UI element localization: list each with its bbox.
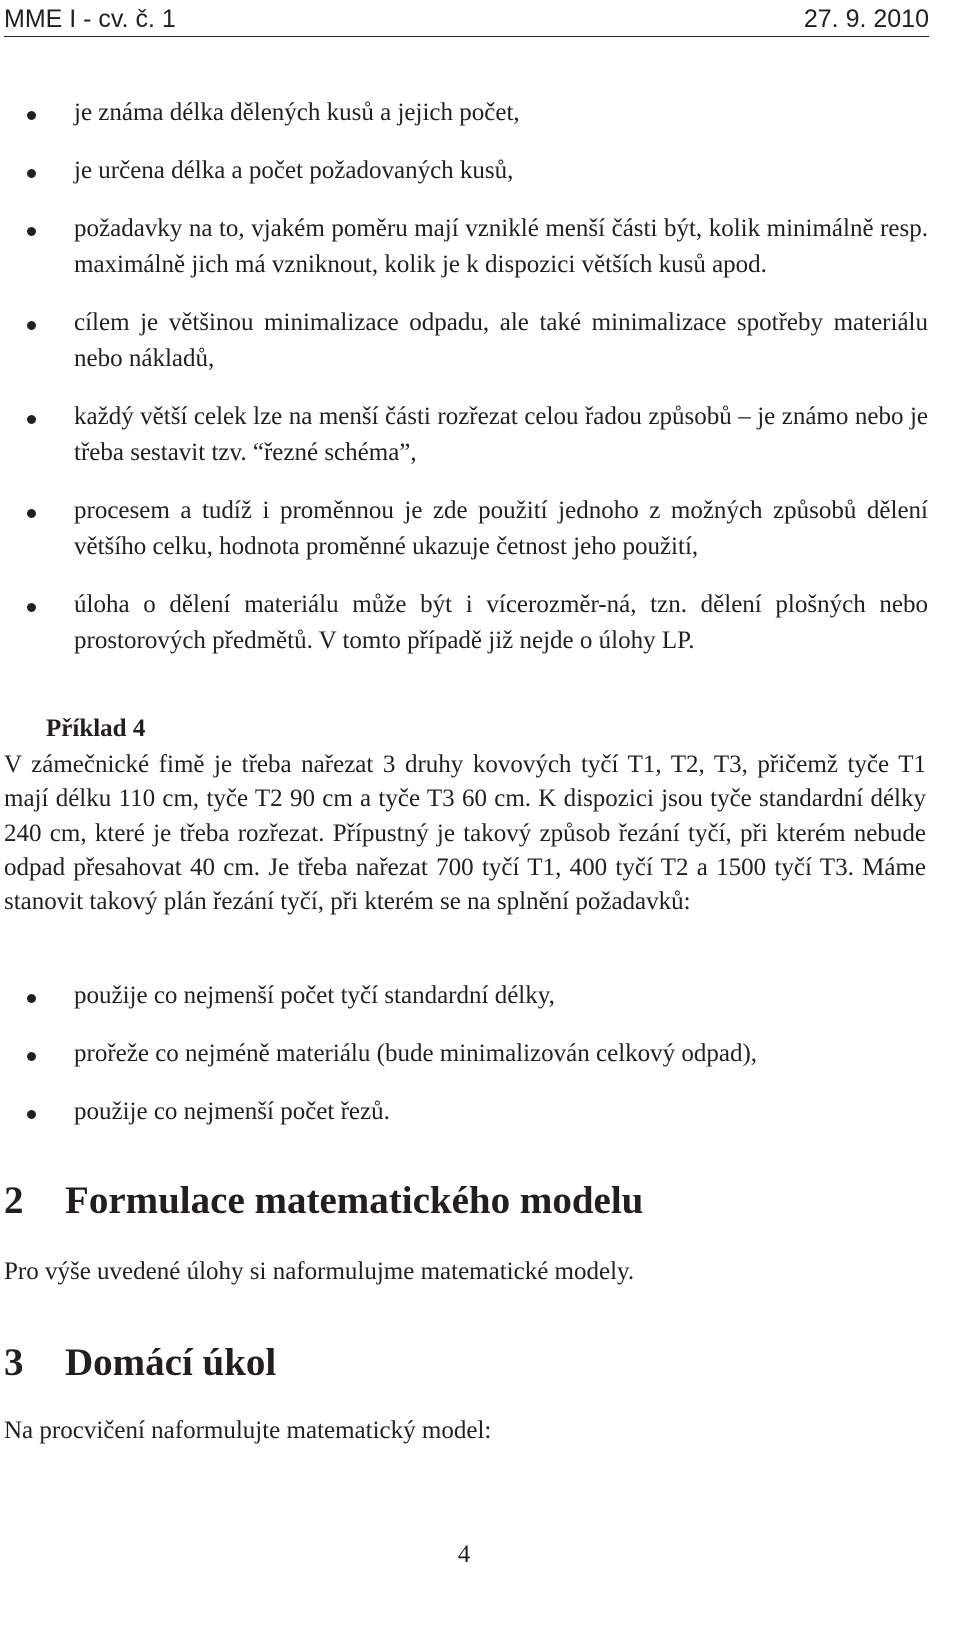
- bullet-icon: [27, 509, 36, 518]
- example-body: V zámečnické fimě je třeba nařezat 3 druhy kovových tyčí T1, T2, T3, přičemž tyče T1 mají délku 110 cm, tyče T2 90 cm a tyče T3 60 cm. K dispozici jsou tyče standardní délky 240 cm, které je třeba rozřezat. Přípustný je takový způsob řezání tyčí, při kterém nebude odpad přesahovat 40 cm. Je třeba nařezat 700 tyčí T1, 400 tyčí T2 a 1500 tyčí T3. Máme stanovit takový plán řezání tyčí, při kterém se na splnění požadavků:: [4, 751, 926, 916]
- list-item: [0, 95, 928, 131]
- list-item-text: použije co nejmenší počet tyčí standardní délky,: [74, 982, 555, 1009]
- list-item-text: požadavky na to, vjakém poměru mají vzniklé menší části být, kolik minimálně resp. maximálně jich má vzniknout, kolik je k dispozici větších kusů apod.: [74, 215, 928, 278]
- list-item: [0, 1094, 928, 1130]
- bullet-icon: [27, 1052, 36, 1061]
- bullet-icon: [27, 1110, 36, 1119]
- section-title: Domácí úkol: [65, 1341, 277, 1384]
- section-paragraph: Pro výše uvedené úlohy si naformulujme matematické modely.: [4, 1258, 635, 1285]
- bullet-icon: [27, 603, 36, 612]
- list-item-text: úloha o dělení materiálu může být i vícerozměr-ná, tzn. dělení plošných nebo prostorových předmětů. V tomto případě již nejde o úlohy LP.: [74, 591, 928, 654]
- header-date: 27. 9. 2010: [803, 5, 929, 33]
- bullet-icon: [27, 111, 36, 120]
- list-item: [0, 978, 928, 1014]
- list-item-text: je známa délka dělených kusů a jejich počet,: [74, 99, 520, 126]
- list-item: [0, 493, 928, 565]
- list-item: [0, 1036, 928, 1072]
- page-header: [4, 2, 929, 37]
- page-number: 4: [457, 1541, 471, 1568]
- list-item-text: je určena délka a počet požadovaných kusů,: [74, 157, 514, 184]
- list-item: [0, 153, 928, 189]
- example-title: Příklad 4: [46, 715, 146, 742]
- list-item-text: procesem a tudíž i proměnnou je zde použití jednoho z možných způsobů dělení většího celku, hodnota proměnné ukazuje četnost jeho použití,: [74, 497, 928, 560]
- bullet-icon: [27, 415, 36, 424]
- section-heading-model: [4, 1177, 643, 1225]
- list-item: [0, 211, 928, 283]
- section-number: 2: [4, 1179, 24, 1222]
- list-item: [0, 305, 928, 377]
- list-item-text: každý větší celek lze na menší části rozřezat celou řadou způsobů – je známo nebo je třeba sestavit tzv. “řezné schéma”,: [74, 403, 928, 466]
- list-item-text: prořeže co nejméně materiálu (bude minimalizován celkový odpad),: [74, 1040, 758, 1067]
- bullet-icon: [27, 994, 36, 1003]
- section-title: Formulace matematického modelu: [65, 1179, 644, 1222]
- bullet-list-requirements: [0, 978, 960, 1152]
- list-item-text: cílem je většinou minimalizace odpadu, ale také minimalizace spotřeby materiálu nebo nákladů,: [74, 309, 928, 372]
- list-item: [0, 587, 928, 659]
- section-paragraph: Na procvičení naformulujte matematický model:: [4, 1417, 492, 1444]
- bullet-icon: [27, 321, 36, 330]
- list-item: [0, 399, 928, 471]
- bullet-list-properties: [0, 95, 960, 681]
- header-course: MME I - cv. č. 1: [4, 5, 176, 33]
- bullet-icon: [27, 169, 36, 178]
- list-item-text: použije co nejmenší počet řezů.: [74, 1098, 390, 1125]
- bullet-icon: [27, 227, 36, 236]
- section-number: 3: [4, 1341, 24, 1384]
- section-heading-homework: [4, 1339, 276, 1387]
